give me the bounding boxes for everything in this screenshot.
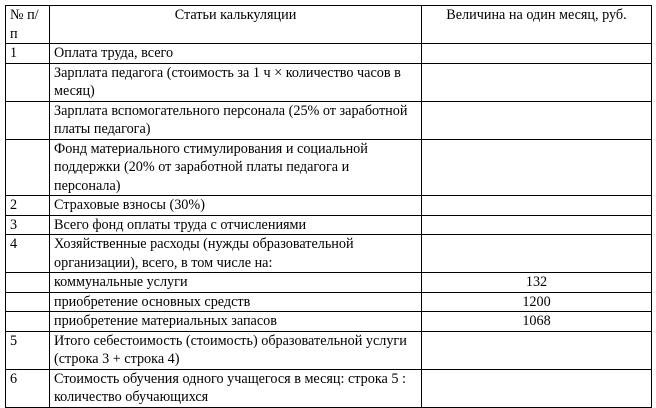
row-value: 1200 [422,292,652,312]
table-row [6,196,652,216]
row-item: коммунальные услуги [50,273,422,293]
table-row [6,63,652,101]
row-item: Оплата труда, всего [50,44,422,64]
table-row [6,101,652,139]
table-row [6,273,652,293]
table-row [6,44,652,64]
row-value [422,139,652,196]
table-row [6,292,652,312]
row-num: 6 [6,369,50,407]
row-item: Итого себестоимость (стоимость) образовательной услуги (строка 3 + строка 4) [50,331,422,369]
calculation-table [5,5,652,408]
row-item: Страховые взносы (30%) [50,196,422,216]
row-item: приобретение основных средств [50,292,422,312]
table-row [6,369,652,407]
row-num [6,273,50,293]
row-value [422,331,652,369]
row-item: Фонд материального стимулирования и социальной поддержки (20% от заработной платы педагога и персонала) [50,139,422,196]
row-num [6,101,50,139]
row-num [6,63,50,101]
table-row [6,312,652,332]
row-item: Стоимость обучения одного учащегося в месяц: строка 5 : количество обучающихся [50,369,422,407]
row-value [422,101,652,139]
header-item: Статьи калькуляции [50,6,422,44]
header-num: № п/п [6,6,50,44]
table-row [6,215,652,235]
row-num: 2 [6,196,50,216]
row-num: 4 [6,235,50,273]
row-value [422,63,652,101]
row-num [6,312,50,332]
header-value: Величина на один месяц, руб. [422,6,652,44]
row-value: 132 [422,273,652,293]
table-row [6,331,652,369]
row-value [422,44,652,64]
row-num: 5 [6,331,50,369]
row-value [422,215,652,235]
row-num [6,292,50,312]
row-value: 1068 [422,312,652,332]
table-row [6,139,652,196]
row-value [422,196,652,216]
row-item: приобретение материальных запасов [50,312,422,332]
row-num: 3 [6,215,50,235]
row-num [6,139,50,196]
row-value [422,235,652,273]
table-row [6,235,652,273]
row-item: Зарплата педагога (стоимость за 1 ч × количество часов в месяц) [50,63,422,101]
row-num: 1 [6,44,50,64]
row-value [422,369,652,407]
row-item: Хозяйственные расходы (нужды образовательной организации), всего, в том числе на: [50,235,422,273]
table-header-row [6,6,652,44]
row-item: Зарплата вспомогательного персонала (25% от заработной платы педагога) [50,101,422,139]
row-item: Всего фонд оплаты труда с отчислениями [50,215,422,235]
